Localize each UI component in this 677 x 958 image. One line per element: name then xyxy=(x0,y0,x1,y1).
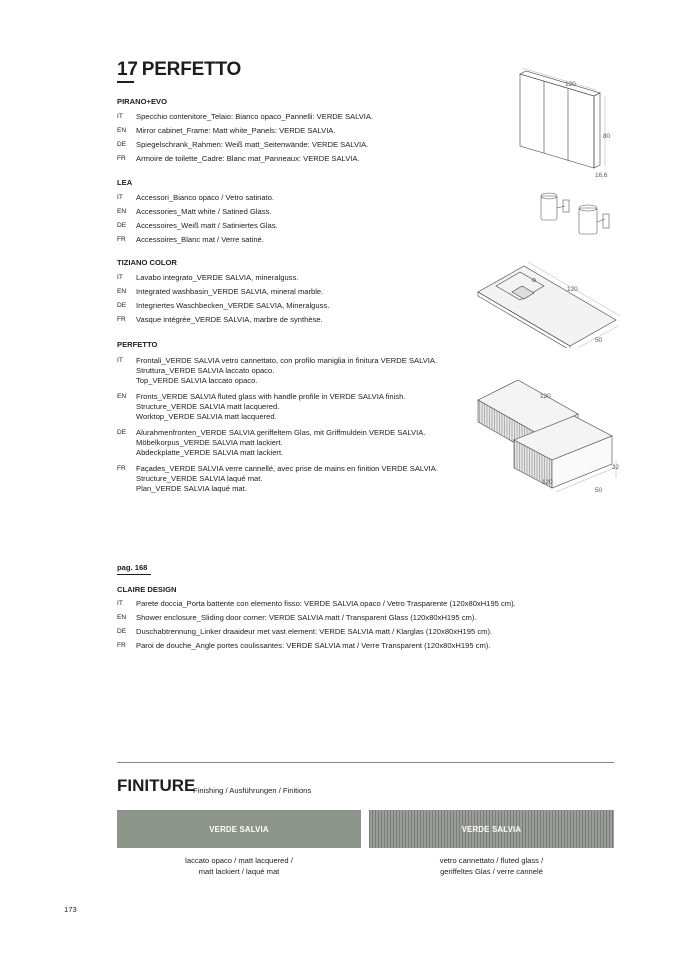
spec-row-de xyxy=(117,140,373,150)
section-heading: PIRANO+EVO xyxy=(117,97,168,106)
spec-text: Integriertes Waschbecken_VERDE SALVIA, Mineralguss. xyxy=(136,301,330,310)
mirror-depth-label: 16,6 xyxy=(595,172,608,178)
spec-row-it xyxy=(117,356,438,386)
product-number: 17 xyxy=(117,59,138,80)
page-title-block xyxy=(117,60,241,83)
lang-code: DE xyxy=(117,141,127,148)
page-reference-underline xyxy=(117,574,151,575)
spec-text: Accessori_Bianco opaco / Vetro satinato. xyxy=(136,193,275,202)
lang-code: EN xyxy=(117,127,127,134)
basin-depth-label: 50 xyxy=(595,337,603,344)
page-title xyxy=(117,60,241,80)
section-lea xyxy=(117,178,278,245)
spec-text: Alurahmenfronten_VERDE SALVIA geriffeltem Glas, mit Griffmuldein VERDE SALVIA. Möbelkorpus_VERDE SALVIA matt lackiert. Abdeckplatte_VERDE SALVIA matt lackiert. xyxy=(136,428,426,457)
spec-row-fr xyxy=(117,154,373,164)
spec-row-fr xyxy=(117,641,516,651)
spec-row-en xyxy=(117,613,516,623)
spec-row-fr xyxy=(117,235,278,245)
section-pirano xyxy=(117,97,373,164)
accessories-drawing xyxy=(535,186,615,246)
lang-code: FR xyxy=(117,155,126,162)
spec-text: Façades_VERDE SALVIA verre cannellé, avec prise de mains en finition VERDE SALVIA. Structure_VERDE SALVIA laqué mat. Plan_VERDE SALVIA laqué mat. xyxy=(136,464,438,493)
finiture-divider xyxy=(117,762,614,763)
spec-text: Shower enclosure_Sliding door corner: VERDE SALVIA matt / Transparent Glass (120x80xH195 cm). xyxy=(136,613,477,622)
washbasin-drawing xyxy=(470,258,620,348)
spec-text: Fronts_VERDE SALVIA fluted glass with handle profile in VERDE SALVIA finish. Structure_VERDE SALVIA matt lacquered. Worktop_VERDE SALVIA matt lacquered. xyxy=(136,392,406,421)
glass-holder-1 xyxy=(541,196,557,220)
mirror-width-label: 120 xyxy=(565,81,576,88)
lang-code: EN xyxy=(117,393,127,400)
spec-text: Spiegelschrank_Rahmen: Weiß matt_Seitenwände: VERDE SALVIA. xyxy=(136,140,369,149)
lang-code: DE xyxy=(117,302,127,309)
lang-code: EN xyxy=(117,288,127,295)
lang-code: EN xyxy=(117,614,127,621)
swatch-label: VERDE SALVIA xyxy=(461,824,522,834)
spec-row-en xyxy=(117,126,373,136)
swatch-caption: vetro cannettato / fluted glass / geriffeltes Glas / verre cannelé xyxy=(439,856,544,876)
section-perfetto xyxy=(117,340,438,494)
spec-row-fr xyxy=(117,464,438,494)
lang-code: FR xyxy=(117,642,126,649)
spec-text: Integrated washbasin_VERDE SALVIA, mineral marble. xyxy=(136,287,324,296)
spec-text: Accessoires_Weiß matt / Satiniertes Glas. xyxy=(136,221,278,230)
lang-code: FR xyxy=(117,465,126,472)
swatch-caption: laccato opaco / matt lacquered / matt lackiert / laqué mat xyxy=(185,856,293,876)
spec-text: Paroi de douche_Angle portes coulissantes: VERDE SALVIA mat / Verre Transparent (120x80xH195 cm). xyxy=(136,641,491,650)
title-underline xyxy=(117,81,134,83)
spec-row-de xyxy=(117,627,516,637)
spec-row-de xyxy=(117,221,278,231)
lang-code: IT xyxy=(117,113,123,120)
section-claire xyxy=(117,585,516,651)
spec-text: Duschabtrennung_Linker draaideur met vast element: VERDE SALVIA matt / Klarglas (120x80xH195 cm). xyxy=(136,627,493,636)
swatch-verde-salvia-fluted xyxy=(369,810,614,848)
spec-row-it xyxy=(117,599,516,609)
spec-row-en xyxy=(117,287,329,297)
lang-code: IT xyxy=(117,357,123,364)
swatch-label: VERDE SALVIA xyxy=(209,824,269,834)
section-heading: LEA xyxy=(117,178,133,187)
spec-row-de xyxy=(117,301,329,311)
spec-text: Frontali_VERDE SALVIA vetro cannettato, con profilo maniglia in finitura VERDE SALVIA. Struttura_VERDE SALVIA laccato opaco. Top_VERDE SALVIA laccato opaco. xyxy=(136,356,438,385)
lang-code: FR xyxy=(117,316,126,323)
spec-text: Specchio contenitore_Telaio: Bianco opaco_Pannelli: VERDE SALVIA. xyxy=(136,112,374,121)
finiture-title: FINITURE xyxy=(117,776,196,795)
finiture-subtitle: Finishing / Ausführungen / Finitions xyxy=(193,786,312,795)
section-heading: TIZIANO COLOR xyxy=(117,258,177,267)
spec-row-en xyxy=(117,207,278,217)
product-name: PERFETTO xyxy=(141,59,242,80)
section-heading: CLAIRE DESIGN xyxy=(117,585,177,594)
spec-row-de xyxy=(117,428,438,458)
mirror-top xyxy=(520,71,600,96)
spec-row-fr xyxy=(117,315,329,325)
cabinet-depth-label: 50 xyxy=(595,487,603,494)
spec-text: Accessoires_Blanc mat / Verre satiné. xyxy=(136,235,264,244)
cabinet-top-width-label: 120 xyxy=(540,393,551,400)
spec-text: Lavabo integrato_VERDE SALVIA, mineralguss. xyxy=(136,273,299,282)
spec-text: Accessories_Matt white / Satined Glass. xyxy=(136,207,272,216)
section-heading: PERFETTO xyxy=(117,340,158,349)
spec-row-it xyxy=(117,112,373,122)
spec-text: Armoire de toilette_Cadre: Blanc mat_Panneaux: VERDE SALVIA. xyxy=(136,154,360,163)
cabinet-width-label: 120 xyxy=(542,479,553,486)
spec-row-it xyxy=(117,273,329,283)
lang-code: FR xyxy=(117,236,126,243)
section-tiziano xyxy=(117,258,329,325)
lang-code: IT xyxy=(117,194,123,201)
spec-text: Parete doccia_Porta battente con elemento fisso: VERDE SALVIA opaco / Vetro Trasparente (120x80xH195 cm). xyxy=(136,599,516,608)
cabinet-drawing xyxy=(474,376,622,500)
mirror-side xyxy=(594,93,600,168)
mirror-cabinet-drawing xyxy=(510,66,620,178)
lang-code: DE xyxy=(117,628,127,635)
lang-code: DE xyxy=(117,429,127,436)
spec-row-it xyxy=(117,193,278,203)
mirror-height-label: 80 xyxy=(603,133,611,140)
basin-width-label: 120 xyxy=(567,286,578,293)
swatch-verde-salvia-lacquered xyxy=(117,810,361,848)
page-reference: pag. 168 xyxy=(117,563,148,572)
lang-code: EN xyxy=(117,208,127,215)
glass-holder-2 xyxy=(579,208,597,234)
spec-row-en xyxy=(117,392,438,422)
page-number: 173 xyxy=(64,905,77,914)
lang-code: DE xyxy=(117,222,127,229)
lang-code: IT xyxy=(117,274,123,281)
cabinet-height-label: 32 xyxy=(612,464,620,471)
lang-code: IT xyxy=(117,600,123,607)
spec-text: Vasque intégrée_VERDE SALVIA, marbre de synthèse. xyxy=(136,315,323,324)
spec-text: Mirror cabinet_Frame: Matt white_Panels: VERDE SALVIA. xyxy=(136,126,336,135)
basin-top xyxy=(478,266,616,346)
